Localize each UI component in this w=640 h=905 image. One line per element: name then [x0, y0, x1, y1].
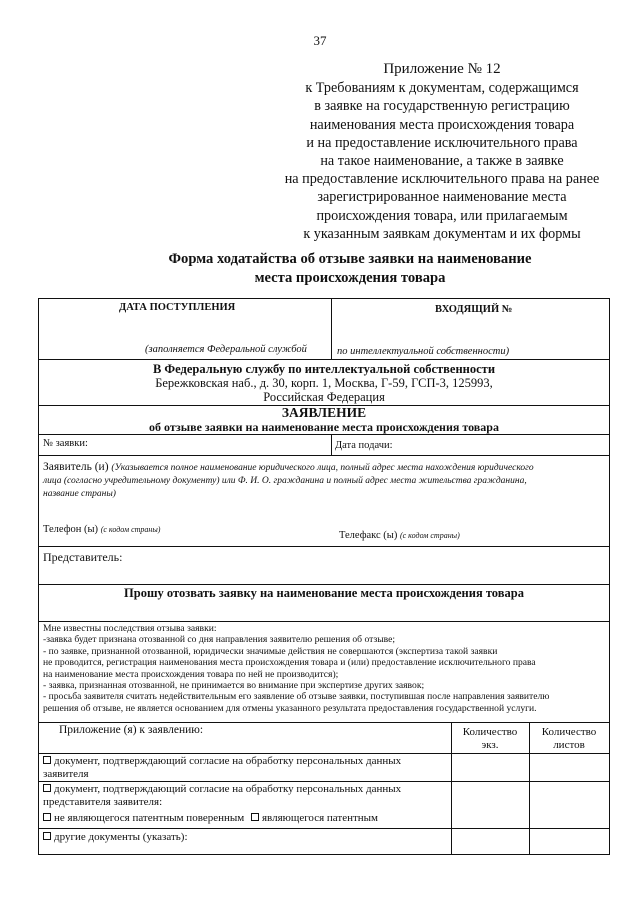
attachment-item-label: представителя заявителя:: [43, 796, 163, 808]
attachment-item-row: [39, 754, 609, 782]
representative-row: [39, 547, 609, 585]
receipt-incoming-label: ВХОДЯЩИЙ №: [435, 304, 513, 315]
request-row: [39, 585, 609, 622]
applicant-hint: (Указывается полное наименование юридического лица, полный адрес места нахождения юридического: [111, 463, 534, 473]
appendix-line: к Требованиям к документам, содержащимся: [305, 80, 579, 97]
attachment-item-label: документ, подтверждающий согласие на обработку персональных данных: [54, 783, 402, 795]
consequences-line: - по заявке, признанной отозванной, юридически значимые действия не совершаются (экспертиза такой заявки: [43, 645, 498, 657]
consequences-line: - просьба заявителя считать недействительным его заявление об отзыве заявки, поступившая после направления заявителю: [43, 691, 550, 703]
statement-title: ЗАЯВЛЕНИЕ: [281, 405, 367, 420]
addressee-row: [39, 360, 609, 406]
filing-date-field[interactable]: Дата подачи:: [335, 440, 393, 451]
checkbox[interactable]: [43, 832, 51, 840]
appendix-line: к указанным заявкам документам и их формы: [303, 225, 581, 242]
fax-label: Телефакс (ы): [339, 530, 398, 541]
page-number: 37: [313, 33, 327, 48]
attachment-item-row: [39, 829, 609, 854]
consequences-line: решения об отзыве, не является основанием для отмены указанного результата предоставления государственной услуги.: [43, 702, 537, 714]
consequences-heading: Мне известны последствия отзыва заявки:: [43, 623, 217, 634]
checkbox[interactable]: [43, 813, 51, 821]
attachment-option-label: не являющегося патентным поверенным: [54, 812, 245, 824]
checkbox[interactable]: [43, 756, 51, 764]
checkbox[interactable]: [43, 784, 51, 792]
applicant-field[interactable]: [43, 461, 534, 473]
form-box: [38, 298, 610, 855]
attachment-item-label: другие документы (указать):: [54, 831, 188, 843]
consequences-line: не проводится, регистрация наименования места происхождения товара и (или) предоставление исключительного права: [43, 657, 536, 669]
col-sheets-header: Количество листов: [541, 726, 597, 751]
attachments-table: [39, 723, 609, 854]
appendix-line: происхождения товара, или прилагаемым: [316, 207, 568, 224]
applicant-hint: лица (согласно учредительному документу) или Ф. И. О. гражданина и полный адрес места жительства гражданина,: [43, 476, 527, 486]
form-title: [60, 250, 640, 288]
receipt-note-right[interactable]: по интеллектуальной собственности): [337, 346, 510, 357]
applicant-row: [39, 456, 609, 547]
receipt-date-label: ДАТА ПОСТУПЛЕНИЯ: [119, 302, 236, 313]
addressee-line: Российская Федерация: [263, 390, 385, 404]
application-row: [39, 435, 609, 456]
appendix-line: на такое наименование, а также в заявке: [320, 153, 564, 170]
addressee-line: Бережковская наб., д. 30, корп. 1, Москва, Г-59, ГСП-3, 125993,: [155, 376, 493, 390]
appendix-title: Приложение № 12: [383, 61, 501, 77]
statement-subtitle: об отзыве заявки на наименование места происхождения товара: [149, 420, 499, 434]
consequences-line: - заявка, признанная отозванной, не принимается во внимание при экспертизе других заявок;: [43, 680, 425, 692]
form-title-line: Форма ходатайства об отзыве заявки на наименование: [168, 251, 532, 267]
receipt-note-left[interactable]: (заполняется Федеральной службой: [145, 344, 307, 355]
applicant-label: Заявитель (и): [43, 461, 109, 473]
attachments-header-row: [39, 723, 609, 754]
representative-field[interactable]: Представитель:: [43, 550, 123, 564]
fax-field[interactable]: [339, 530, 460, 541]
addressee-line: В Федеральную службу по интеллектуальной собственности: [152, 362, 496, 376]
col-copies-header: Количество экз.: [462, 726, 518, 751]
consequences-line: на наименование места происхождения товара по ней не производится);: [43, 668, 339, 680]
attachment-item-label: документ, подтверждающий согласие на обработку персональных данных: [54, 755, 402, 767]
attachments-header: Приложение (я) к заявлению:: [59, 724, 204, 736]
consequences-line: -заявка будет признана отозванной со дня направления заявителю решения об отзыве;: [43, 634, 396, 646]
consequences-row: [39, 622, 609, 723]
checkbox[interactable]: [251, 813, 259, 821]
statement-row: [39, 406, 609, 435]
appendix-line: зарегистрированное наименование места: [317, 189, 567, 206]
phone-hint: (с кодом страны): [100, 525, 161, 534]
attachment-item-row: [39, 782, 609, 829]
phone-field[interactable]: [43, 524, 160, 535]
fax-hint: (с кодом страны): [399, 531, 460, 540]
appendix-line: наименования места происхождения товара: [309, 116, 575, 133]
attachment-option-label: являющегося патентным: [261, 812, 379, 824]
attachment-item-label: заявителя: [43, 768, 89, 780]
phone-label: Телефон (ы): [43, 524, 99, 535]
receipt-row: [39, 299, 609, 360]
application-no-field[interactable]: № заявки:: [43, 438, 88, 449]
appendix-line: и на предоставление исключительного права: [306, 134, 578, 151]
form-title-line: места происхождения товара: [254, 270, 446, 286]
appendix-block: [262, 60, 622, 243]
request-text: Прошу отозвать заявку на наименование места происхождения товара: [124, 586, 524, 600]
appendix-line: на предоставление исключительного права на ранее: [284, 171, 600, 188]
applicant-hint: название страны): [43, 489, 116, 499]
appendix-line: в заявке на государственную регистрацию: [314, 98, 570, 115]
